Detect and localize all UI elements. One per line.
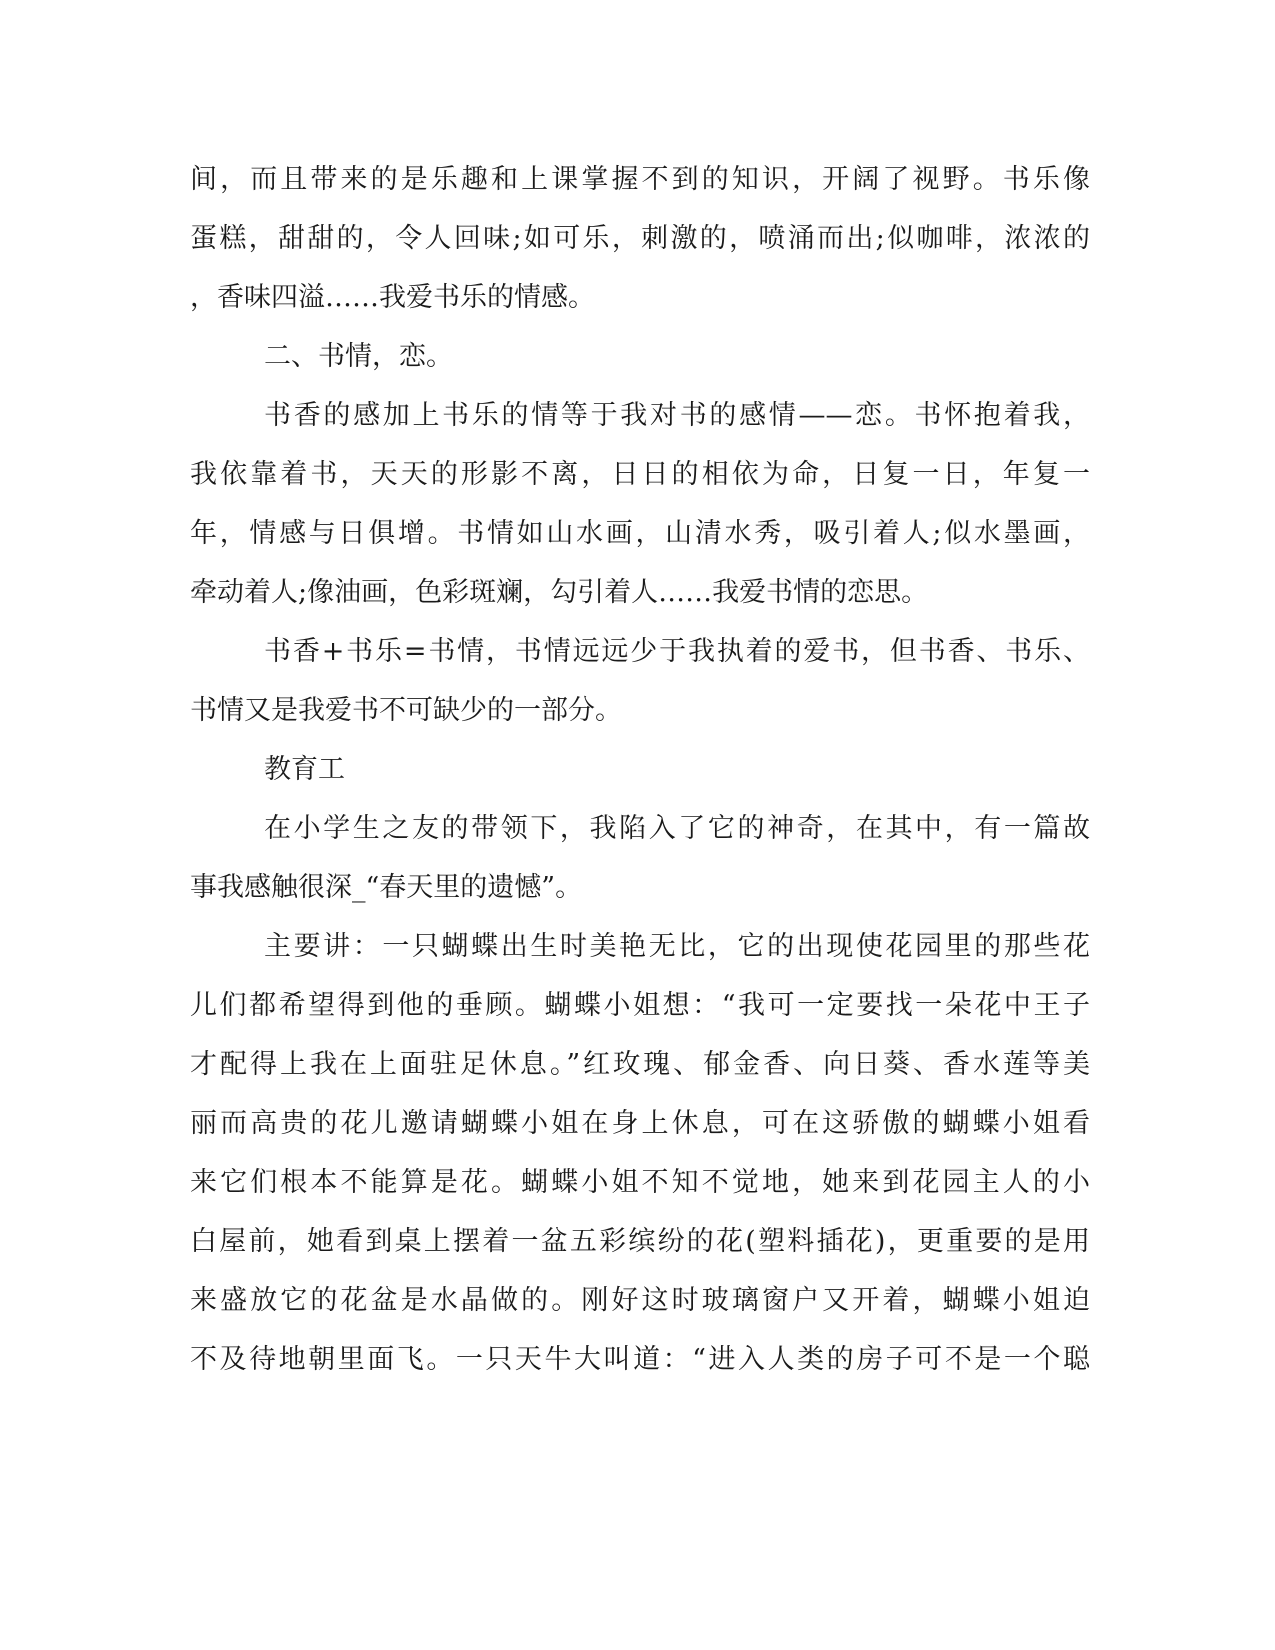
text-line: 牵动着人;像油画，色彩斑斓，勾引着人……我爱书情的恋思。 xyxy=(190,577,929,608)
text-line: 事我感触很深_“春天里的遗憾”。 xyxy=(190,872,583,903)
text-line: 来盛放它的花盆是水晶做的。刚好这时玻璃窗户又开着，蝴蝶小姐迫 xyxy=(190,1285,1090,1316)
text-line: 书香的感加上书乐的情等于我对书的感情——恋。书怀抱着我， xyxy=(264,400,1090,431)
text-line: 年，情感与日俱增。书情如山水画，山清水秀，吸引着人;似水墨画， xyxy=(190,518,1090,549)
text-line: ，香味四溢……我爱书乐的情感。 xyxy=(190,282,595,313)
text-line: 间，而且带来的是乐趣和上课掌握不到的知识，开阔了视野。书乐像 xyxy=(190,164,1090,195)
text-line: 蛋糕，甜甜的，令人回味;如可乐，刺激的，喷涌而出;似咖啡，浓浓的 xyxy=(190,223,1090,254)
text-line: 在小学生之友的带领下，我陷入了它的神奇，在其中，有一篇故 xyxy=(264,813,1090,844)
text-line: 丽而高贵的花儿邀请蝴蝶小姐在身上休息，可在这骄傲的蝴蝶小姐看 xyxy=(190,1108,1090,1139)
text-line: 才配得上我在上面驻足休息。”红玫瑰、郁金香、向日葵、香水莲等美 xyxy=(190,1049,1090,1080)
text-line: 不及待地朝里面飞。一只天牛大叫道：“进入人类的房子可不是一个聪 xyxy=(190,1344,1090,1375)
text-line: 来它们根本不能算是花。蝴蝶小姐不知不觉地，她来到花园主人的小 xyxy=(190,1167,1090,1198)
text-line: 我依靠着书，天天的形影不离，日日的相依为命，日复一日，年复一 xyxy=(190,459,1090,490)
text-line: 书情又是我爱书不可缺少的一部分。 xyxy=(190,695,622,726)
text-line: 书香+书乐=书情，书情远远少于我执着的爱书，但书香、书乐、 xyxy=(264,636,1090,667)
text-line: 儿们都希望得到他的垂顾。蝴蝶小姐想：“我可一定要找一朵花中王子 xyxy=(190,990,1090,1021)
section-heading: 教育工 xyxy=(264,754,345,785)
text-line: 主要讲：一只蝴蝶出生时美艳无比，它的出现使花园里的那些花 xyxy=(264,931,1090,962)
section-heading: 二、书情，恋。 xyxy=(264,341,453,372)
text-line: 白屋前，她看到桌上摆着一盆五彩缤纷的花(塑料插花)，更重要的是用 xyxy=(190,1226,1090,1257)
